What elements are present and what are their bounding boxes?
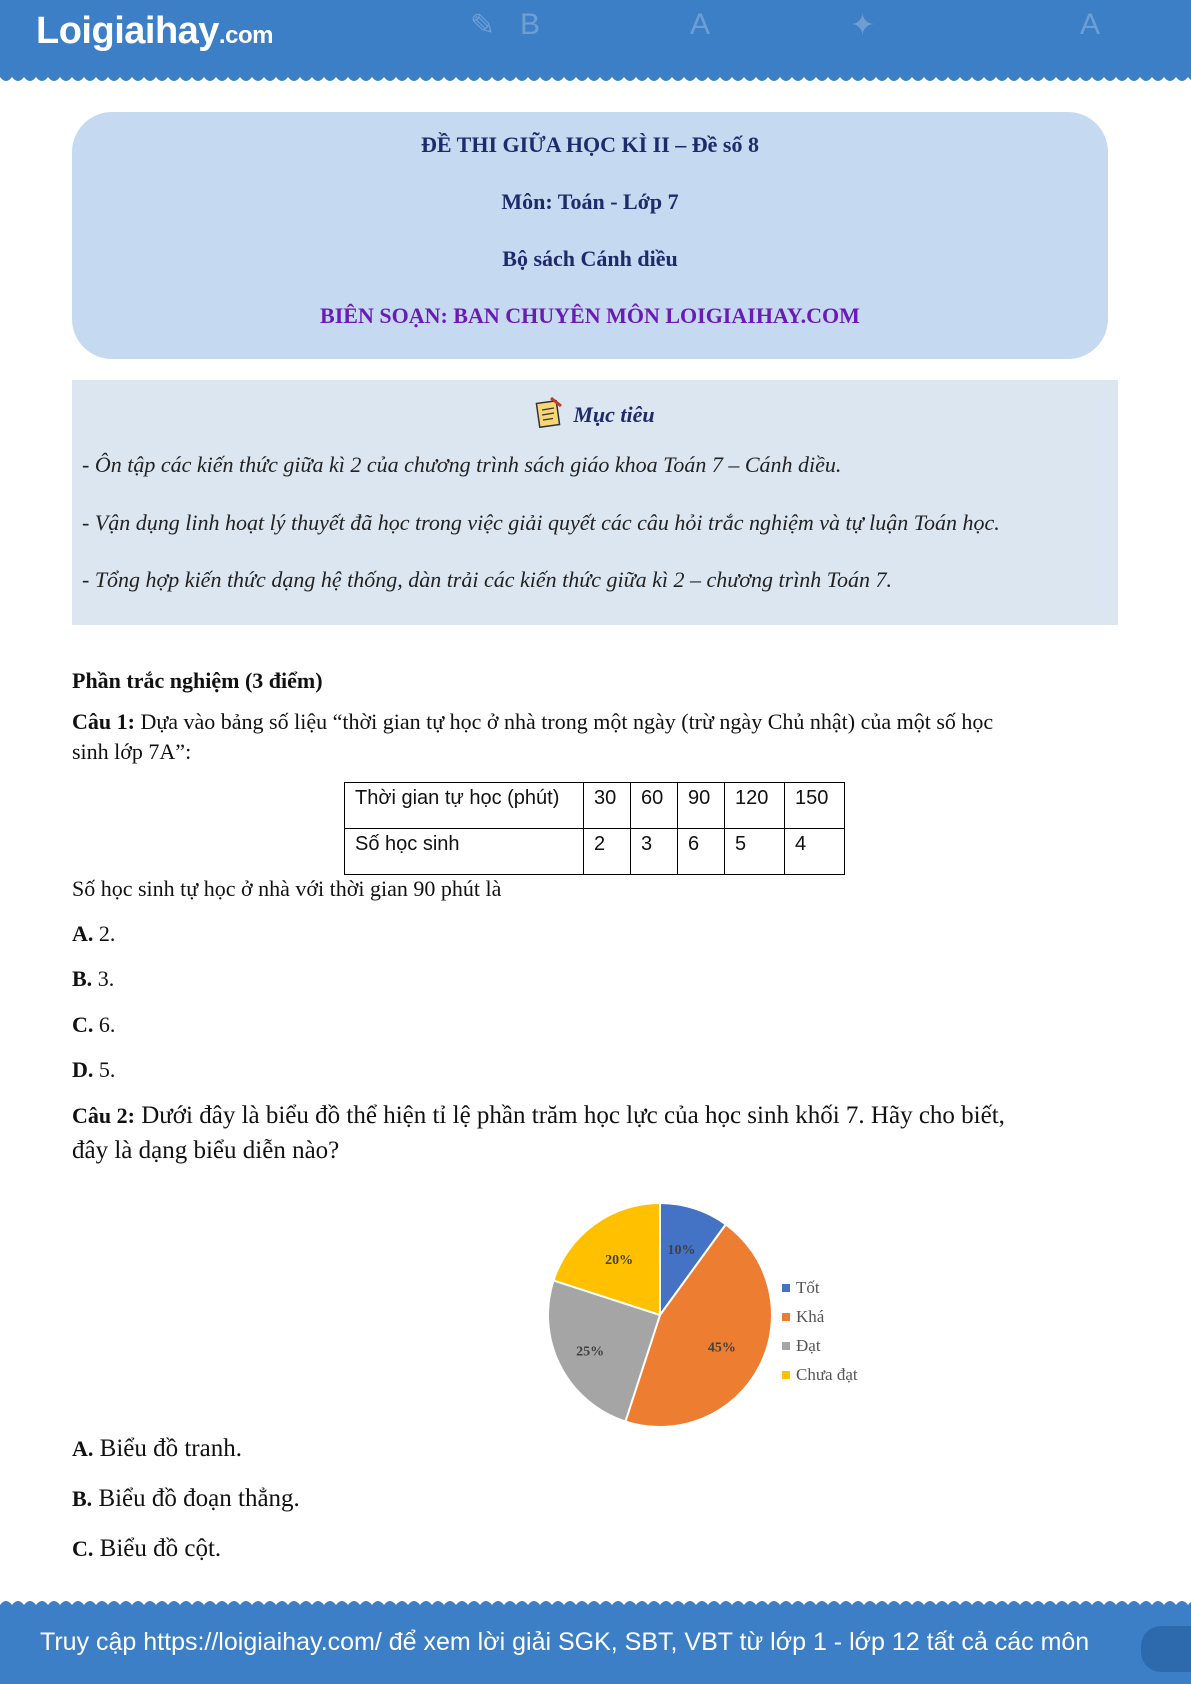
q1-option-a[interactable]: A. 2. [72,921,116,946]
table-cell: Thời gian tự học (phút) [345,783,584,829]
footer-tab [1141,1626,1191,1672]
table-cell: 5 [725,829,785,875]
table-cell: 90 [678,783,725,829]
page-header [0,0,1191,82]
q2-text-cont: đây là dạng biểu diễn nào? [72,1137,340,1164]
exam-title: ĐỀ THI GIỮA HỌC KÌ II – Đề số 8 [421,132,759,157]
exam-author: BIÊN SOẠN: BAN CHUYÊN MÔN LOIGIAIHAY.COM [320,303,860,328]
exam-bookset: Bộ sách Cánh diều [502,246,678,271]
q1-data-table [344,782,845,875]
table-cell: Số học sinh [345,829,584,875]
table-cell: 2 [584,829,631,875]
goal-item: - Ôn tập các kiến thức giữa kì 2 của chương trình sách giáo khoa Toán 7 – Cánh diều. [82,452,842,477]
decor-icon: A [690,8,711,41]
table-row [345,829,845,875]
decor-icon: ✦ [850,9,876,42]
pie-data-label: 45% [707,1340,736,1356]
q1-text: Câu 1: Dựa vào bảng số liệu “thời gian tự học ở nhà trong một ngày (trừ ngày Chủ nhật) của một số học [72,709,994,734]
footer-link-text[interactable]: Truy cập https://loigiaihay.com/ để xem lời giải SGK, SBT, VBT từ lớp 1 - lớp 12 tất cả các môn [40,1628,1090,1656]
section-title: Phần trắc nghiệm (3 điểm) [72,668,323,693]
header-wave [0,69,1191,82]
goal-item: - Tổng hợp kiến thức dạng hệ thống, dàn trải các kiến thức giữa kì 2 – chương trình Toán 7. [82,567,893,592]
table-cell: 120 [725,783,785,829]
q2-option-b[interactable]: B. Biểu đồ đoạn thẳng. [72,1485,300,1512]
table-cell: 30 [584,783,631,829]
q2-text: Câu 2: Dưới đây là biểu đồ thể hiện tỉ lệ phần trăm học lực của học sinh khối 7. Hãy cho biết, [72,1102,1005,1129]
q1-option-b[interactable]: B. 3. [72,966,115,991]
decor-icon: ✎ [470,9,496,42]
exam-subject: Môn: Toán - Lớp 7 [501,189,679,214]
goals-box [72,380,1118,625]
legend-item: Chưa đạt [782,1365,858,1394]
table-cell: 60 [631,783,678,829]
site-logo[interactable]: Loigiaihay.com [36,10,273,52]
q1-option-c[interactable]: C. 6. [72,1012,116,1037]
pie-data-label: 10% [667,1242,696,1258]
table-row [345,783,845,829]
q2-option-a[interactable]: A. Biểu đồ tranh. [72,1435,242,1462]
table-cell: 4 [785,829,845,875]
goals-heading: Mục tiêu [72,396,1118,428]
table-cell: 6 [678,829,725,875]
memo-icon [535,396,563,428]
pie-chart [540,1195,780,1435]
q1-text-cont: sinh lớp 7A”: [72,739,192,764]
pie-data-label: 25% [576,1344,605,1360]
q2-option-c[interactable]: C. Biểu đồ cột. [72,1535,222,1562]
legend-item: Tốt [782,1278,858,1307]
legend-item: Đạt [782,1336,858,1365]
chart-legend [782,1278,858,1394]
title-box [72,112,1108,359]
goal-item: - Vận dụng linh hoạt lý thuyết đã học trong việc giải quyết các câu hỏi trắc nghiệm và tự luận Toán học. [82,510,1000,535]
q1-prompt: Số học sinh tự học ở nhà với thời gian 90 phút là [72,876,502,901]
pie-data-label: 20% [605,1252,634,1268]
decor-icon: B [520,8,541,41]
q1-option-d[interactable]: D. 5. [72,1057,116,1082]
page-footer [0,1600,1191,1684]
table-cell: 3 [631,829,678,875]
legend-item: Khá [782,1307,858,1336]
decor-icon: A [1080,8,1101,41]
table-cell: 150 [785,783,845,829]
footer-wave [0,1600,1191,1613]
